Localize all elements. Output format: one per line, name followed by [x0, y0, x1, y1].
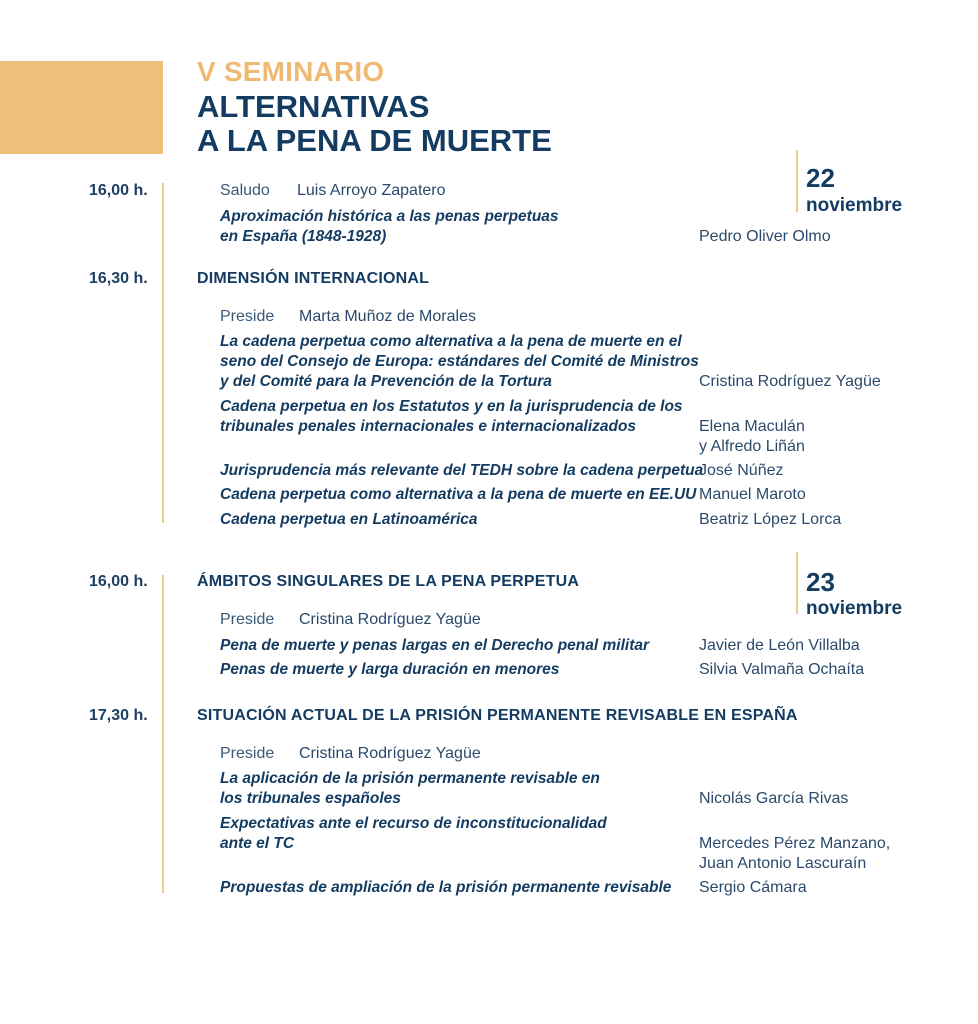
speaker-name: Nicolás García Rivas — [699, 790, 849, 807]
speaker-name: Javier de León Villalba — [699, 637, 860, 654]
speaker-name: Pedro Oliver Olmo — [699, 228, 831, 245]
speaker-name: Sergio Cámara — [699, 879, 807, 896]
section-heading: ÁMBITOS SINGULARES DE LA PENA PERPETUA — [197, 573, 580, 590]
timeline-line — [162, 183, 164, 523]
section-heading: SITUACIÓN ACTUAL DE LA PRISIÓN PERMANENTE REVISABLE EN ESPAÑA — [197, 707, 798, 724]
speaker-name: Beatriz López Lorca — [699, 511, 842, 528]
talk-line: La aplicación de la prisión permanente revisable en — [220, 770, 600, 787]
talk-line: ante el TC — [220, 835, 295, 852]
talk-title: Penas de muerte y larga duración en menores — [220, 661, 560, 678]
speaker-name: Cristina Rodríguez Yagüe — [699, 373, 881, 390]
talk-line: Expectativas ante el recurso de inconstitucionalidad — [220, 815, 607, 832]
talk-line: en España (1848-1928) — [220, 228, 387, 245]
talk-title: Jurisprudencia más relevante del TEDH sobre la cadena perpetua — [220, 462, 704, 479]
role-label: Preside — [220, 745, 275, 762]
talk-title — [220, 207, 559, 247]
speaker-name: José Núñez — [699, 462, 784, 479]
talk-line: Cadena perpetua en los Estatutos y en la jurisprudencia de los — [220, 398, 683, 415]
speaker-name — [699, 834, 890, 874]
role-person: Cristina Rodríguez Yagüe — [299, 745, 481, 762]
speaker-line: Elena Maculán — [699, 418, 805, 435]
time-label: 16,00 h. — [89, 573, 148, 590]
speaker-line: y Alfredo Liñán — [699, 438, 805, 455]
time-label: 16,00 h. — [89, 182, 148, 199]
speaker-line: Mercedes Pérez Manzano, — [699, 835, 891, 852]
talk-title: Cadena perpetua en Latinoamérica — [220, 511, 478, 528]
speaker-line: Juan Antonio Lascuraín — [699, 855, 867, 872]
talk-line: La cadena perpetua como alternativa a la pena de muerte en el — [220, 333, 682, 350]
talk-title: Pena de muerte y penas largas en el Derecho penal militar — [220, 637, 650, 654]
time-label: 16,30 h. — [89, 270, 148, 287]
section-heading: DIMENSIÓN INTERNACIONAL — [197, 270, 430, 287]
role-person: Luis Arroyo Zapatero — [297, 182, 446, 199]
orange-accent-block — [0, 61, 163, 154]
talk-line: seno del Consejo de Europa: estándares del Comité de Ministros — [220, 353, 699, 370]
date-month: noviembre — [806, 598, 903, 619]
speaker-name — [699, 417, 805, 457]
talk-title: Propuestas de ampliación de la prisión permanente revisable — [220, 879, 672, 896]
page-title — [197, 90, 552, 158]
date-day: 22 — [806, 163, 835, 193]
speaker-name: Manuel Maroto — [699, 486, 806, 503]
date-month: noviembre — [806, 195, 903, 216]
date-divider — [796, 552, 798, 614]
speaker-name: Silvia Valmaña Ochaíta — [699, 661, 865, 678]
talk-title — [220, 769, 600, 809]
talk-title — [220, 332, 699, 392]
role-label: Saludo — [220, 182, 270, 199]
talk-title: Cadena perpetua como alternativa a la pena de muerte en EE.UU — [220, 486, 697, 503]
role-label: Preside — [220, 308, 275, 325]
seminar-label: V SEMINARIO — [197, 56, 385, 87]
role-person: Cristina Rodríguez Yagüe — [299, 611, 481, 628]
talk-line: los tribunales españoles — [220, 790, 401, 807]
talk-line: Aproximación histórica a las penas perpetuas — [220, 208, 559, 225]
date-day: 23 — [806, 567, 835, 597]
time-label: 17,30 h. — [89, 707, 148, 724]
date-divider — [796, 150, 798, 212]
timeline-line — [162, 575, 164, 893]
talk-title — [220, 397, 683, 437]
title-line-2: A LA PENA DE MUERTE — [197, 123, 552, 158]
role-label: Preside — [220, 611, 275, 628]
title-line-1: ALTERNATIVAS — [197, 89, 430, 124]
talk-line: tribunales penales internacionales e internacionalizados — [220, 418, 637, 435]
role-person: Marta Muñoz de Morales — [299, 308, 476, 325]
talk-title — [220, 814, 607, 854]
talk-line: y del Comité para la Prevención de la Tortura — [220, 373, 552, 390]
